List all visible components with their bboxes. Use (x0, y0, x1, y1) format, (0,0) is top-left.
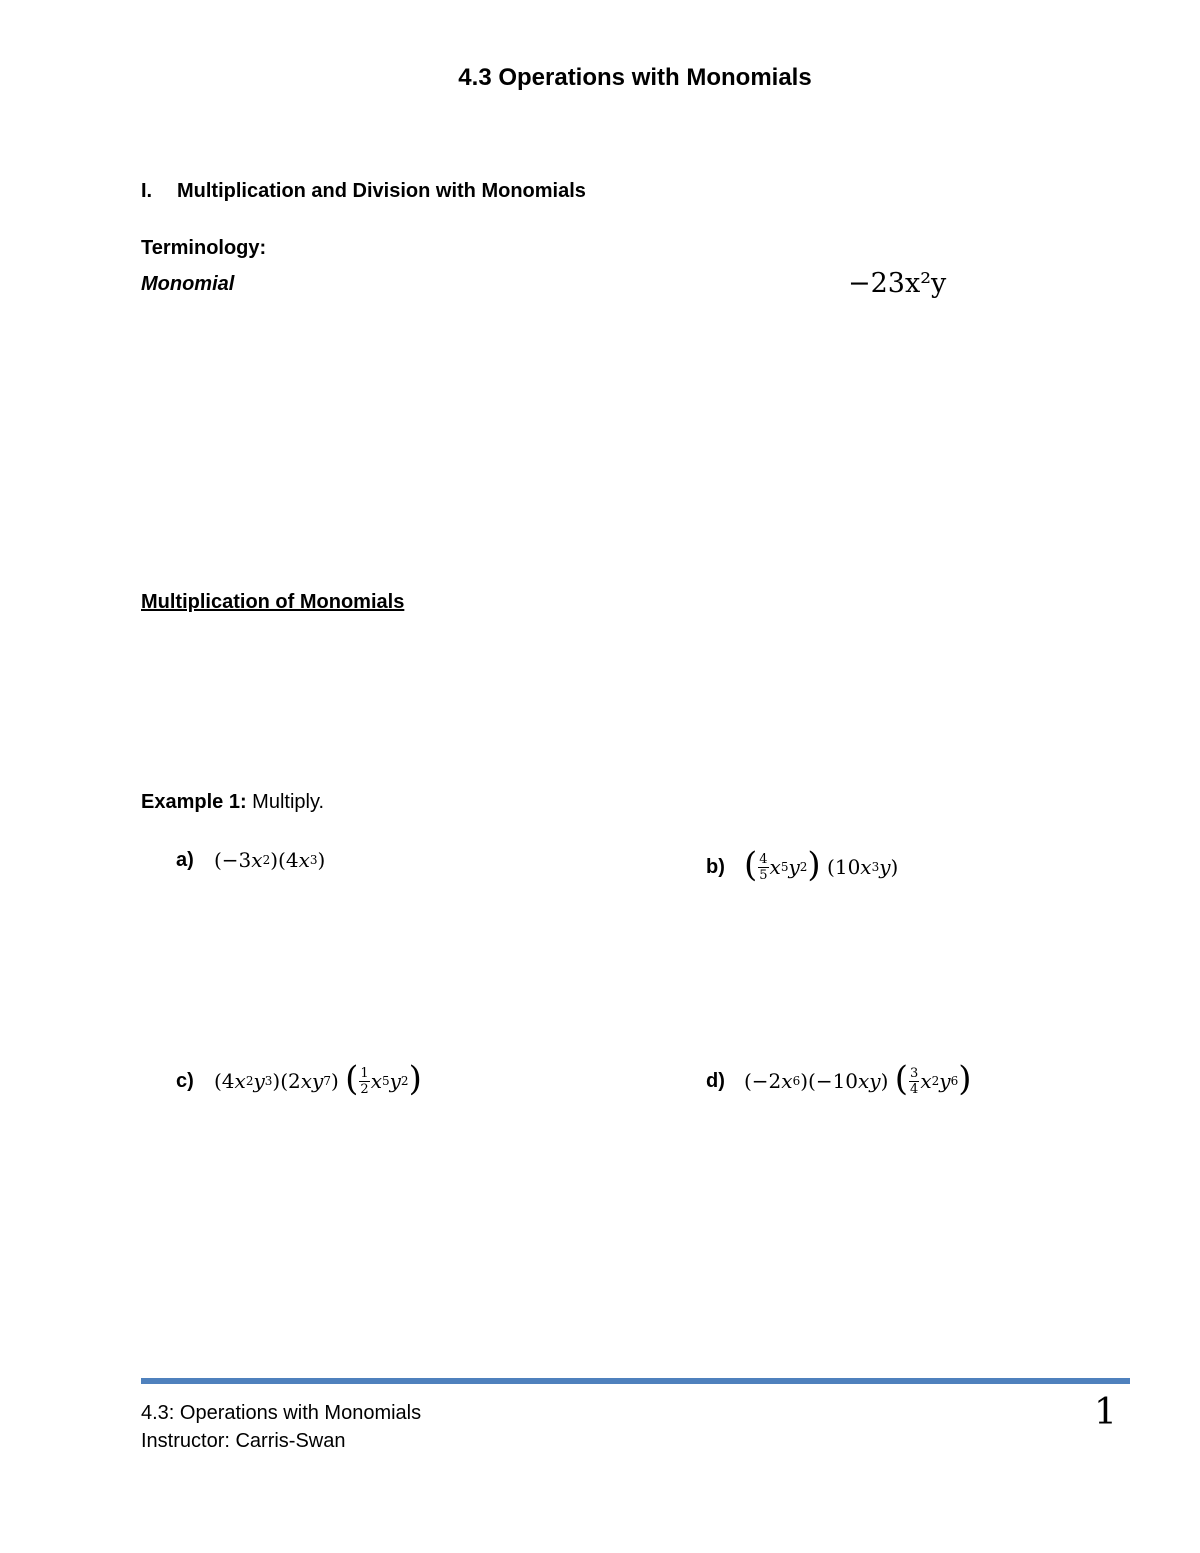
section-title: Multiplication and Division with Monomials (177, 180, 586, 202)
footer-course-title: 4.3: Operations with Monomials (141, 1402, 422, 1424)
page-title: 4.3 Operations with Monomials (458, 64, 812, 91)
page-number: 1 (1094, 1392, 1117, 1433)
section-number: I. (141, 180, 153, 202)
problem-b-expression: ( $\frac{4}{5}$ x 5 y 2 ) (10 x 3 y ) (744, 845, 899, 885)
problem-a-expression: (−3 x 2 )(4 x 3 ) (214, 848, 326, 872)
problem-b-label: b) (706, 855, 725, 878)
example-1-heading (141, 791, 324, 814)
multiplication-heading: Multiplication of Monomials (141, 591, 405, 613)
problem-a (176, 848, 325, 872)
example-1-instruction: Multiply. (252, 791, 325, 813)
footer-rule (141, 1378, 1130, 1384)
monomial-term: Monomial (141, 273, 235, 295)
example-1-label: Example 1: (141, 791, 247, 813)
problem-d (706, 1059, 972, 1099)
problem-a-label: a) (176, 848, 194, 871)
problem-c-expression: (4 x 2 y 3 )(2 xy 7 ) ( $\frac{1}{2}$ x 5 y 2 ) (214, 1059, 422, 1099)
problem-d-expression: (−2 x 6 )(−10 xy ) ( $\frac{3}{4}$ x 2 y 6 ) (744, 1059, 972, 1099)
monomial-example: −23x²y (848, 268, 947, 299)
problem-d-label: d) (706, 1069, 725, 1092)
problem-b (706, 845, 899, 885)
problem-c (176, 1059, 422, 1099)
footer-instructor: Instructor: Carris-Swan (141, 1430, 346, 1452)
terminology-label: Terminology: (141, 237, 267, 259)
section-heading (141, 180, 586, 203)
problem-c-label: c) (176, 1069, 194, 1092)
